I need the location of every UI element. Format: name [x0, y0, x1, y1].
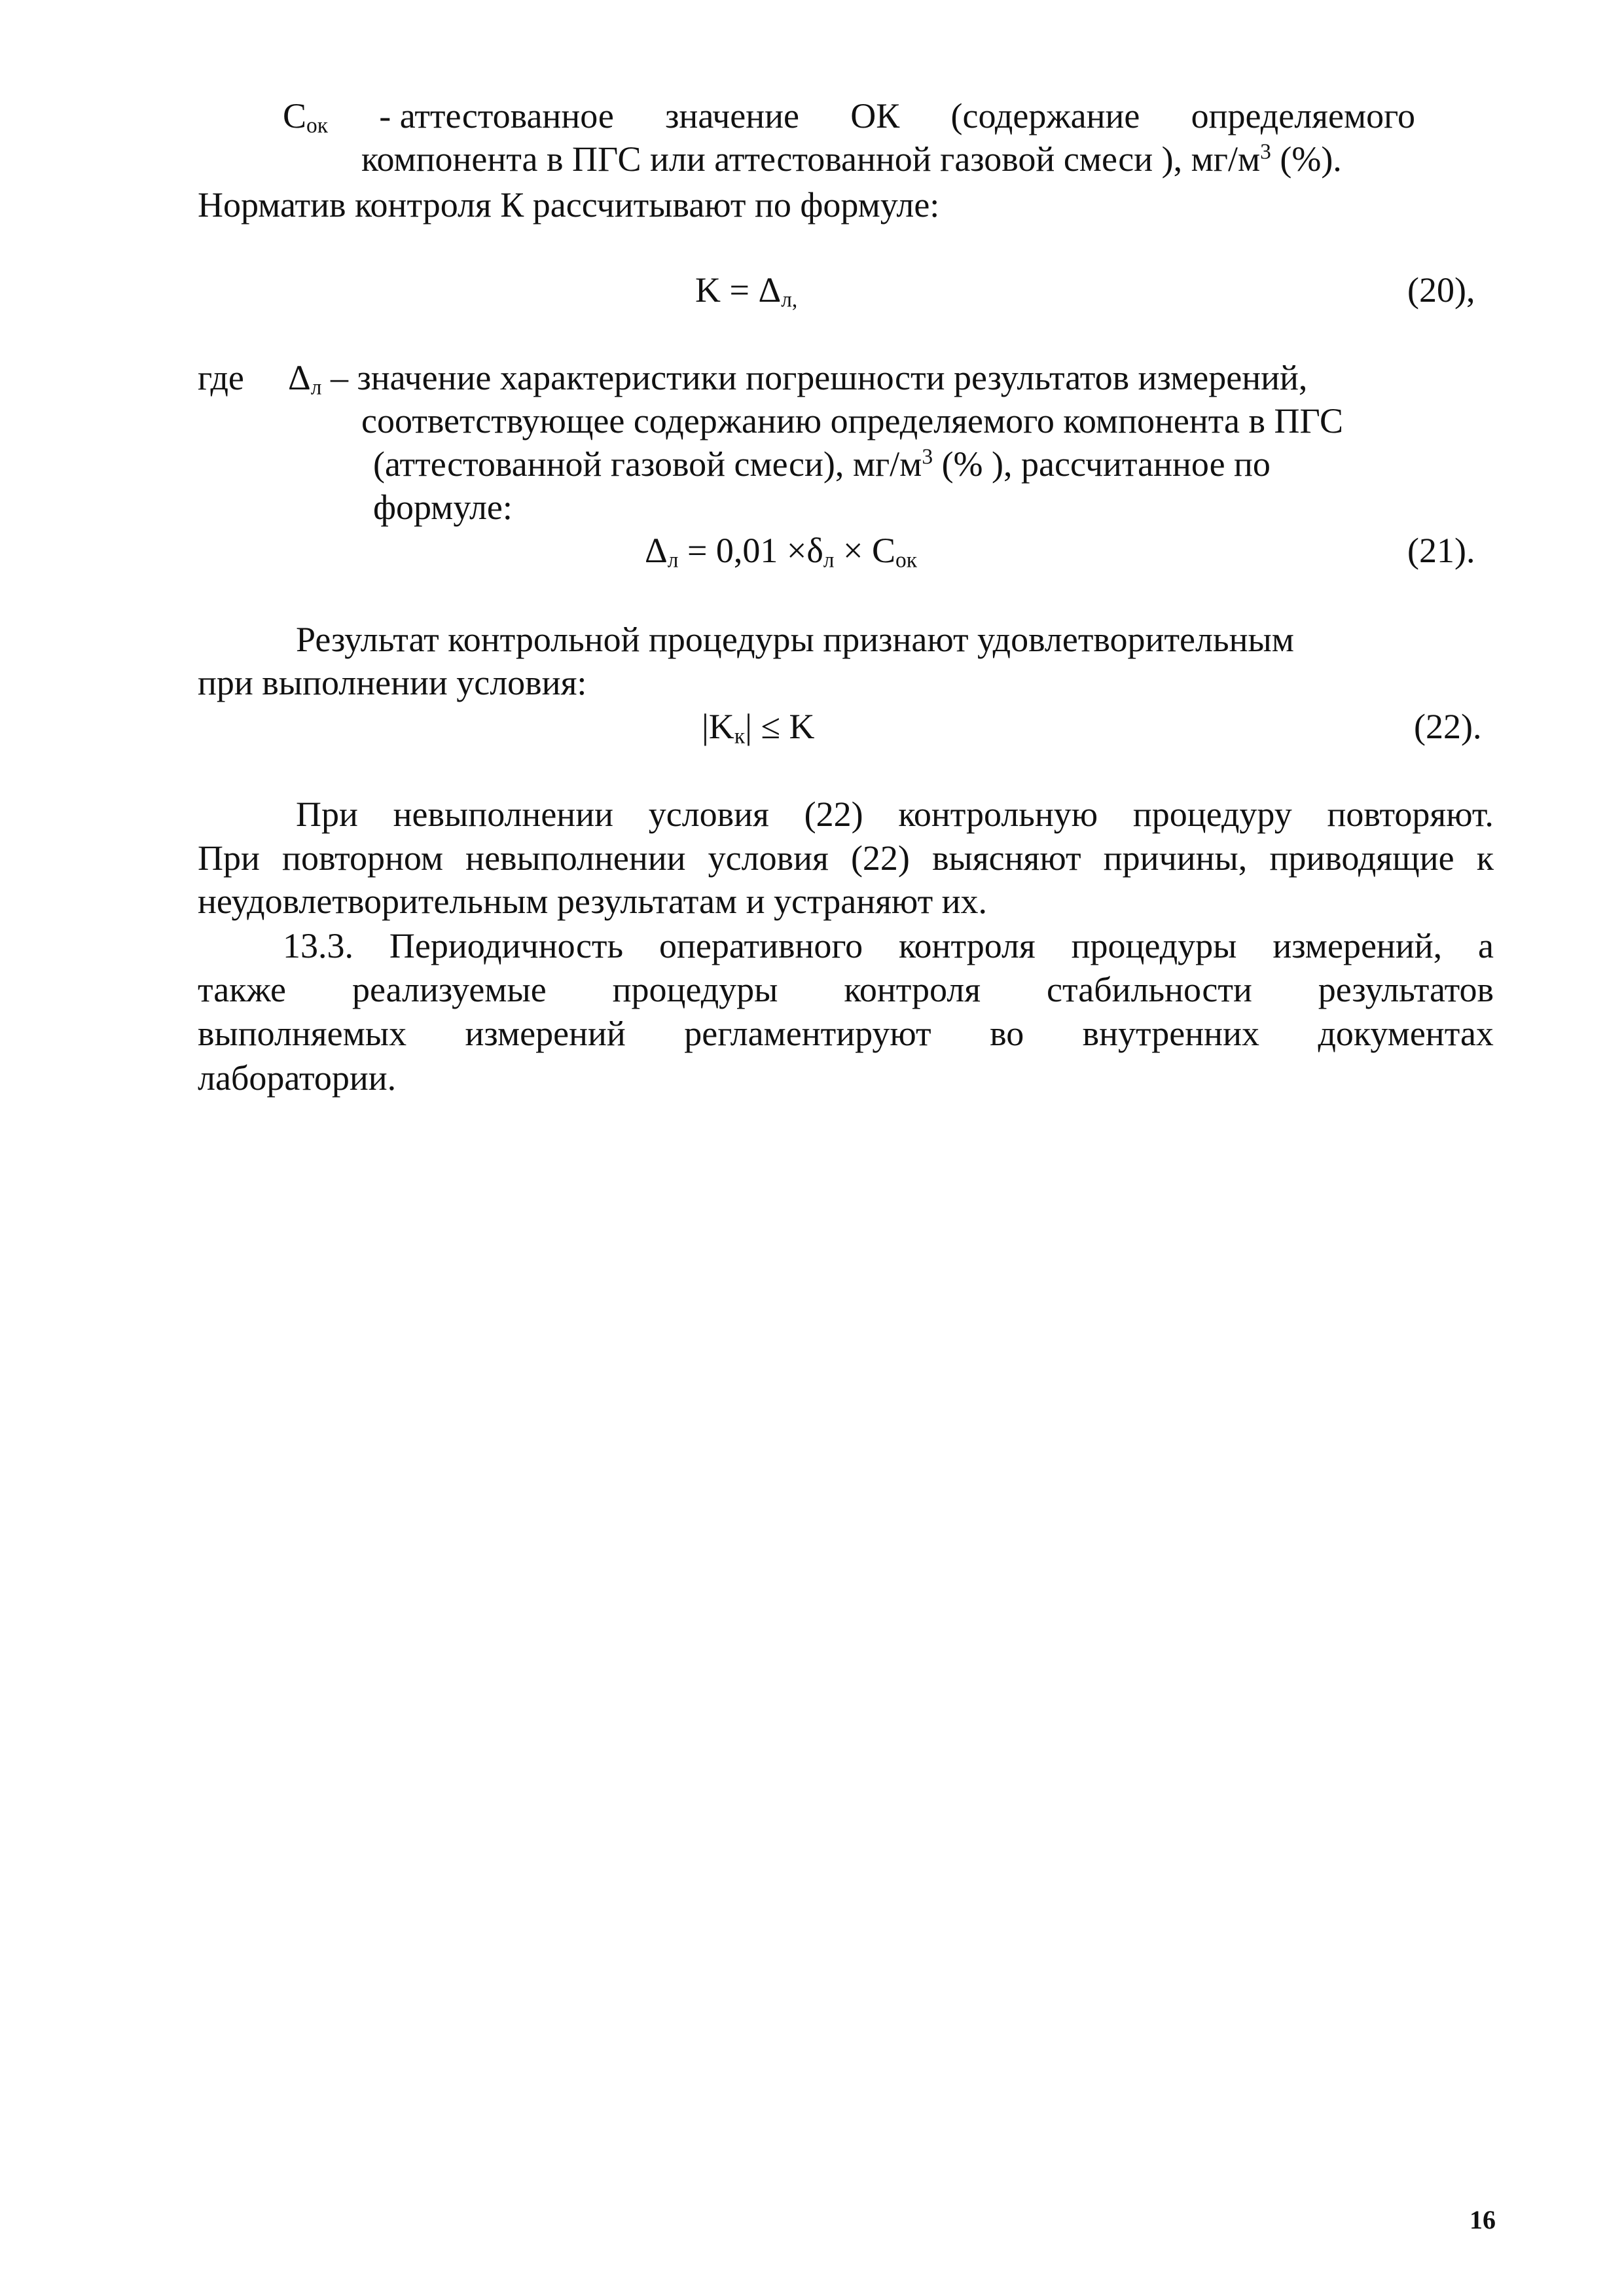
section-13-3-line1 — [283, 928, 1494, 963]
word: выполняемых — [198, 1014, 407, 1053]
word: также — [198, 970, 287, 1009]
word: причины, — [1103, 838, 1248, 878]
word: приводящие — [1269, 838, 1454, 878]
word: невыполнении — [393, 795, 613, 834]
word: измерений, — [1272, 926, 1443, 965]
word: к — [1476, 838, 1494, 878]
word: условия — [648, 795, 769, 834]
word: (22) — [804, 795, 863, 834]
where-line4: формуле: — [373, 488, 513, 527]
word: (содержание — [950, 96, 1140, 135]
word: невыполнении — [465, 838, 686, 878]
definition-cok-line1 — [283, 96, 1415, 138]
word: измерений — [465, 1014, 626, 1053]
formula-20: $K = \Delta_{л,}$ — [695, 270, 798, 312]
repeat-line1 — [296, 797, 1494, 832]
word: результатов — [1318, 970, 1494, 1009]
word: контроля — [899, 926, 1036, 965]
word: При — [296, 795, 358, 834]
word: процедуры — [612, 970, 778, 1009]
word: документах — [1318, 1014, 1494, 1053]
definition-cok-line2: компонента в ПГС или аттестованной газовой смеси ), $мг/м^3$ (%). — [361, 139, 1342, 179]
word: реализуемые — [352, 970, 547, 1009]
word: внутренних — [1082, 1014, 1259, 1053]
repeat-line2 — [198, 840, 1494, 876]
repeat-line3: неудовлетворительным результатам и устраняют их. — [198, 882, 988, 921]
word: процедуры — [1071, 926, 1237, 965]
word: повторном — [282, 838, 444, 878]
formula-21: $\Delta_л = 0,01 \times\delta_л \times C_{ок}$ — [645, 531, 917, 573]
word: контрольную — [898, 795, 1098, 834]
word: При — [198, 838, 260, 878]
section-13-3-line2 — [198, 972, 1494, 1007]
where-line1: $\Delta_л$ – значение характеристики погрешности результатов измерений, — [288, 358, 1308, 400]
equation-number-21: (21). — [1407, 531, 1475, 570]
word: стабильности — [1047, 970, 1252, 1009]
word: во — [990, 1014, 1024, 1053]
word: - аттестованное — [379, 96, 614, 135]
word: Периодичность — [389, 926, 624, 965]
result-line2: при выполнении условия: — [198, 663, 587, 702]
word: а — [1478, 926, 1494, 965]
where-label: где — [198, 358, 244, 397]
word: (22) — [850, 838, 910, 878]
page-number: 16 — [1470, 2205, 1496, 2234]
where-line3: (аттестованной газовой смеси), $мг/м^3$ (% ), рассчитанное по — [373, 444, 1271, 484]
word: условия — [708, 838, 829, 878]
word: повторяют. — [1327, 795, 1494, 834]
word: выясняют — [932, 838, 1081, 878]
equation-number-20: (20), — [1407, 270, 1475, 310]
word: процедуру — [1132, 795, 1292, 834]
word: ОК — [850, 96, 900, 135]
result-line1: Результат контрольной процедуры признают удовлетворительным — [296, 620, 1294, 659]
word: регламентируют — [684, 1014, 931, 1053]
where-line2: соответствующее содержанию определяемого компонента в ПГС — [361, 401, 1343, 440]
intro-norm-text: Норматив контроля К рассчитывают по формуле: — [198, 185, 940, 224]
formula-22: $|K_к| \le K$ — [702, 707, 815, 749]
word: 13.3. — [283, 926, 353, 965]
word: контроля — [844, 970, 981, 1009]
equation-number-22: (22). — [1414, 707, 1482, 746]
word: значение — [665, 96, 800, 135]
section-13-3-line3 — [198, 1016, 1494, 1051]
section-13-3-line4: лаборатории. — [198, 1058, 397, 1098]
word: определяемого — [1191, 96, 1415, 135]
cok-symbol: $C_{ок}$ — [283, 96, 329, 138]
word: оперативного — [659, 926, 863, 965]
